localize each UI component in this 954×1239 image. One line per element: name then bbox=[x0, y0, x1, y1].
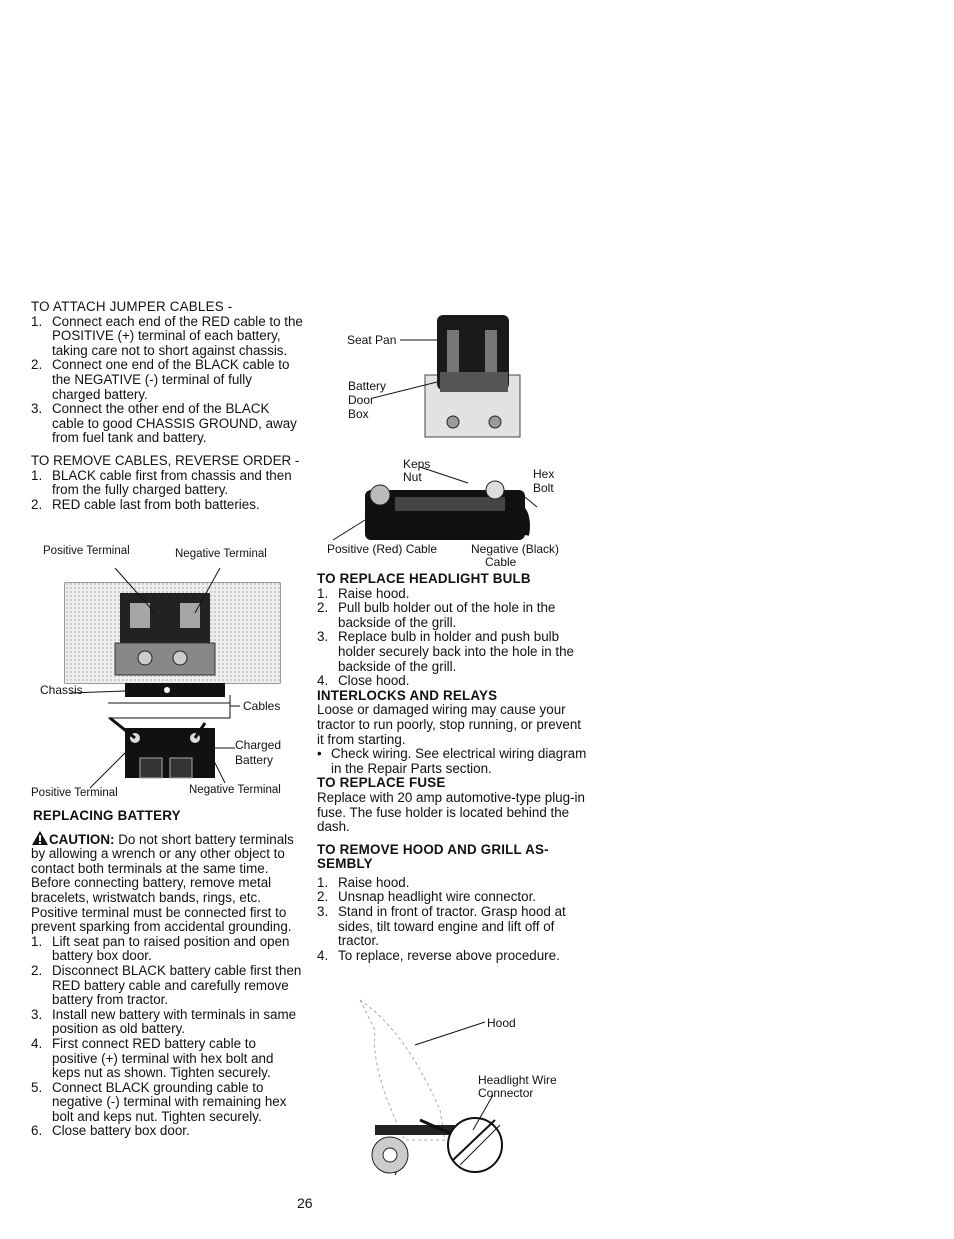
step-number: 2. bbox=[31, 357, 43, 373]
label-positive-terminal-top: Positive Terminal bbox=[43, 545, 130, 557]
list-item bbox=[31, 1008, 303, 1037]
fuse-text: Replace with 20 amp automotive-type plug-in fuse. The fuse holder is located behind the dash. bbox=[317, 789, 585, 835]
list-item bbox=[317, 890, 587, 905]
label-bolt: Bolt bbox=[533, 481, 554, 495]
list-item bbox=[317, 949, 587, 964]
label-positive-terminal-bottom: Positive Terminal bbox=[31, 787, 118, 799]
step-number: 3. bbox=[31, 401, 43, 417]
list-item bbox=[317, 587, 587, 602]
list-item bbox=[317, 876, 587, 891]
step-number: 3. bbox=[317, 629, 329, 645]
step-number: 1. bbox=[317, 874, 329, 890]
list-item bbox=[317, 601, 587, 630]
interlocks-bullets bbox=[317, 747, 587, 776]
step-text: Pull bulb holder out of the hole in the backside of the grill. bbox=[338, 600, 556, 630]
remove-steps bbox=[31, 469, 303, 513]
step-number: 5. bbox=[31, 1079, 43, 1095]
label-battery: Battery bbox=[235, 753, 274, 767]
label-connector: Connector bbox=[478, 1086, 534, 1100]
replacing-battery-heading: REPLACING BATTERY bbox=[33, 808, 181, 823]
caution-paragraph bbox=[31, 830, 303, 906]
hood-steps bbox=[317, 876, 587, 964]
list-item bbox=[31, 935, 303, 964]
left-column-bottom bbox=[31, 809, 303, 1139]
step-number: 2. bbox=[317, 600, 329, 616]
seat-pan-drawing bbox=[345, 310, 535, 445]
step-text: Connect each end of the RED cable to the POSITIVE (+) terminal of each battery, taking care not to short against chassis. bbox=[52, 313, 303, 358]
label-charged: Charged bbox=[235, 738, 282, 752]
step-text: Close battery box door. bbox=[52, 1123, 190, 1139]
right-column bbox=[317, 572, 587, 963]
label-box: Box bbox=[348, 407, 369, 421]
step-text: Connect one end of the BLACK cable to the NEGATIVE (-) terminal of fully charged battery. bbox=[52, 357, 290, 402]
caution-word: CAUTION: bbox=[49, 831, 115, 847]
jumper-cable-figure bbox=[30, 543, 305, 803]
page-number: 26 bbox=[297, 1195, 313, 1211]
list-item bbox=[31, 315, 303, 359]
list-item bbox=[317, 674, 587, 689]
list-item bbox=[31, 358, 303, 402]
list-item bbox=[31, 402, 303, 446]
step-text: First connect RED battery cable to positive (+) terminal with hex bolt and keps nut as shown. Tighten securely. bbox=[52, 1035, 274, 1081]
list-item bbox=[31, 1124, 303, 1139]
step-number: 1. bbox=[317, 585, 329, 601]
step-number: 2. bbox=[317, 889, 329, 905]
step-text: To replace, reverse above procedure. bbox=[338, 947, 560, 963]
remove-heading: TO REMOVE CABLES, REVERSE ORDER - bbox=[31, 452, 300, 468]
warning-icon bbox=[31, 830, 49, 846]
step-number: 4. bbox=[317, 673, 329, 689]
step-text: Raise hood. bbox=[338, 874, 410, 890]
step-number: 4. bbox=[317, 947, 329, 963]
battery-steps bbox=[31, 935, 303, 1139]
step-number: 1. bbox=[31, 933, 43, 949]
step-text: Replace bulb in holder and push bulb holder securely back into the hole in the backside of the grill. bbox=[338, 629, 574, 674]
label-negative-terminal-top: Negative Terminal bbox=[175, 548, 267, 560]
interlocks-text: Loose or damaged wiring may cause your tractor to run poorly, stop running, or prevent it from starting. bbox=[317, 702, 581, 747]
label-hex: Hex bbox=[533, 467, 555, 481]
caution-text: Do not short battery terminals by allowing a wrench or any other object to contact both terminals at the same time. Before connecting battery, remove metal bracelets, wristwatch bands, rings, etc. bbox=[31, 831, 294, 905]
list-item bbox=[317, 630, 587, 674]
label-cables: Cables bbox=[243, 699, 281, 713]
headlight-steps bbox=[317, 587, 587, 689]
label-keps: Keps bbox=[403, 457, 431, 471]
label-cable: Cable bbox=[485, 555, 517, 569]
list-item bbox=[31, 469, 303, 498]
step-text: BLACK cable first from chassis and then from the fully charged battery. bbox=[52, 467, 292, 498]
label-hood: Hood bbox=[487, 1016, 516, 1030]
step-text: Stand in front of tractor. Grasp hood at sides, tilt toward engine and lift off of tractor. bbox=[338, 904, 566, 949]
step-text: Connect the other end of the BLACK cable to good CHASSIS GROUND, away from fuel tank and battery. bbox=[52, 401, 297, 446]
step-text: RED cable last from both batteries. bbox=[52, 496, 260, 512]
list-item bbox=[31, 964, 303, 1008]
hood-drawing bbox=[345, 990, 585, 1185]
fuse-heading: TO REPLACE FUSE bbox=[317, 775, 446, 791]
bullet-text: Check wiring. See electrical wiring diagram in the Repair Parts section. bbox=[331, 746, 587, 776]
left-column-top bbox=[31, 300, 303, 512]
list-item bbox=[31, 1081, 303, 1125]
step-text: Disconnect BLACK battery cable first then RED battery cable and carefully remove battery from tractor. bbox=[52, 962, 302, 1008]
step-number: 4. bbox=[31, 1035, 43, 1051]
step-number: 2. bbox=[31, 962, 43, 978]
step-text: Unsnap headlight wire connector. bbox=[338, 889, 537, 905]
label-battery: Battery bbox=[348, 379, 387, 393]
list-item bbox=[31, 498, 303, 513]
seat-pan-figure bbox=[345, 310, 535, 445]
label-negative-cable: Negative (Black) bbox=[471, 542, 560, 556]
step-number: 6. bbox=[31, 1123, 43, 1139]
hood-heading: TO REMOVE HOOD AND GRILL AS-SEMBLY bbox=[317, 841, 549, 872]
step-text: Lift seat pan to raised position and open battery box door. bbox=[52, 933, 290, 964]
step-number: 3. bbox=[317, 904, 329, 920]
label-chassis: Chassis bbox=[40, 683, 83, 697]
step-text: Connect BLACK grounding cable to negative (-) terminal with remaining hex bolt and keps nut. Tighten securely. bbox=[52, 1079, 287, 1124]
step-number: 3. bbox=[31, 1006, 43, 1022]
attach-steps bbox=[31, 315, 303, 446]
bullet-icon: • bbox=[317, 746, 322, 762]
label-door: Door bbox=[348, 393, 375, 407]
step-text: Raise hood. bbox=[338, 585, 410, 601]
label-headlight-wire: Headlight Wire bbox=[478, 1073, 557, 1087]
step-text: Install new battery with terminals in same position as old battery. bbox=[52, 1006, 297, 1037]
terminal-figure bbox=[325, 455, 585, 570]
step-text: Close hood. bbox=[338, 673, 410, 689]
headlight-heading: TO REPLACE HEADLIGHT BULB bbox=[317, 571, 531, 586]
interlocks-heading: INTERLOCKS AND RELAYS bbox=[317, 687, 498, 703]
label-seat-pan: Seat Pan bbox=[347, 333, 397, 347]
list-item bbox=[317, 905, 587, 949]
label-positive-cable: Positive (Red) Cable bbox=[327, 542, 438, 556]
list-item bbox=[31, 1037, 303, 1081]
step-number: 1. bbox=[31, 313, 43, 329]
positive-note: Positive terminal must be connected first to prevent sparking from accidental grounding. bbox=[31, 904, 292, 935]
step-number: 1. bbox=[31, 467, 43, 483]
list-item bbox=[317, 747, 587, 776]
label-negative-terminal-bottom: Negative Terminal bbox=[189, 784, 281, 796]
hood-figure bbox=[345, 990, 585, 1185]
label-nut: Nut bbox=[403, 470, 422, 484]
attach-heading: TO ATTACH JUMPER CABLES - bbox=[31, 299, 233, 314]
step-number: 2. bbox=[31, 496, 43, 512]
